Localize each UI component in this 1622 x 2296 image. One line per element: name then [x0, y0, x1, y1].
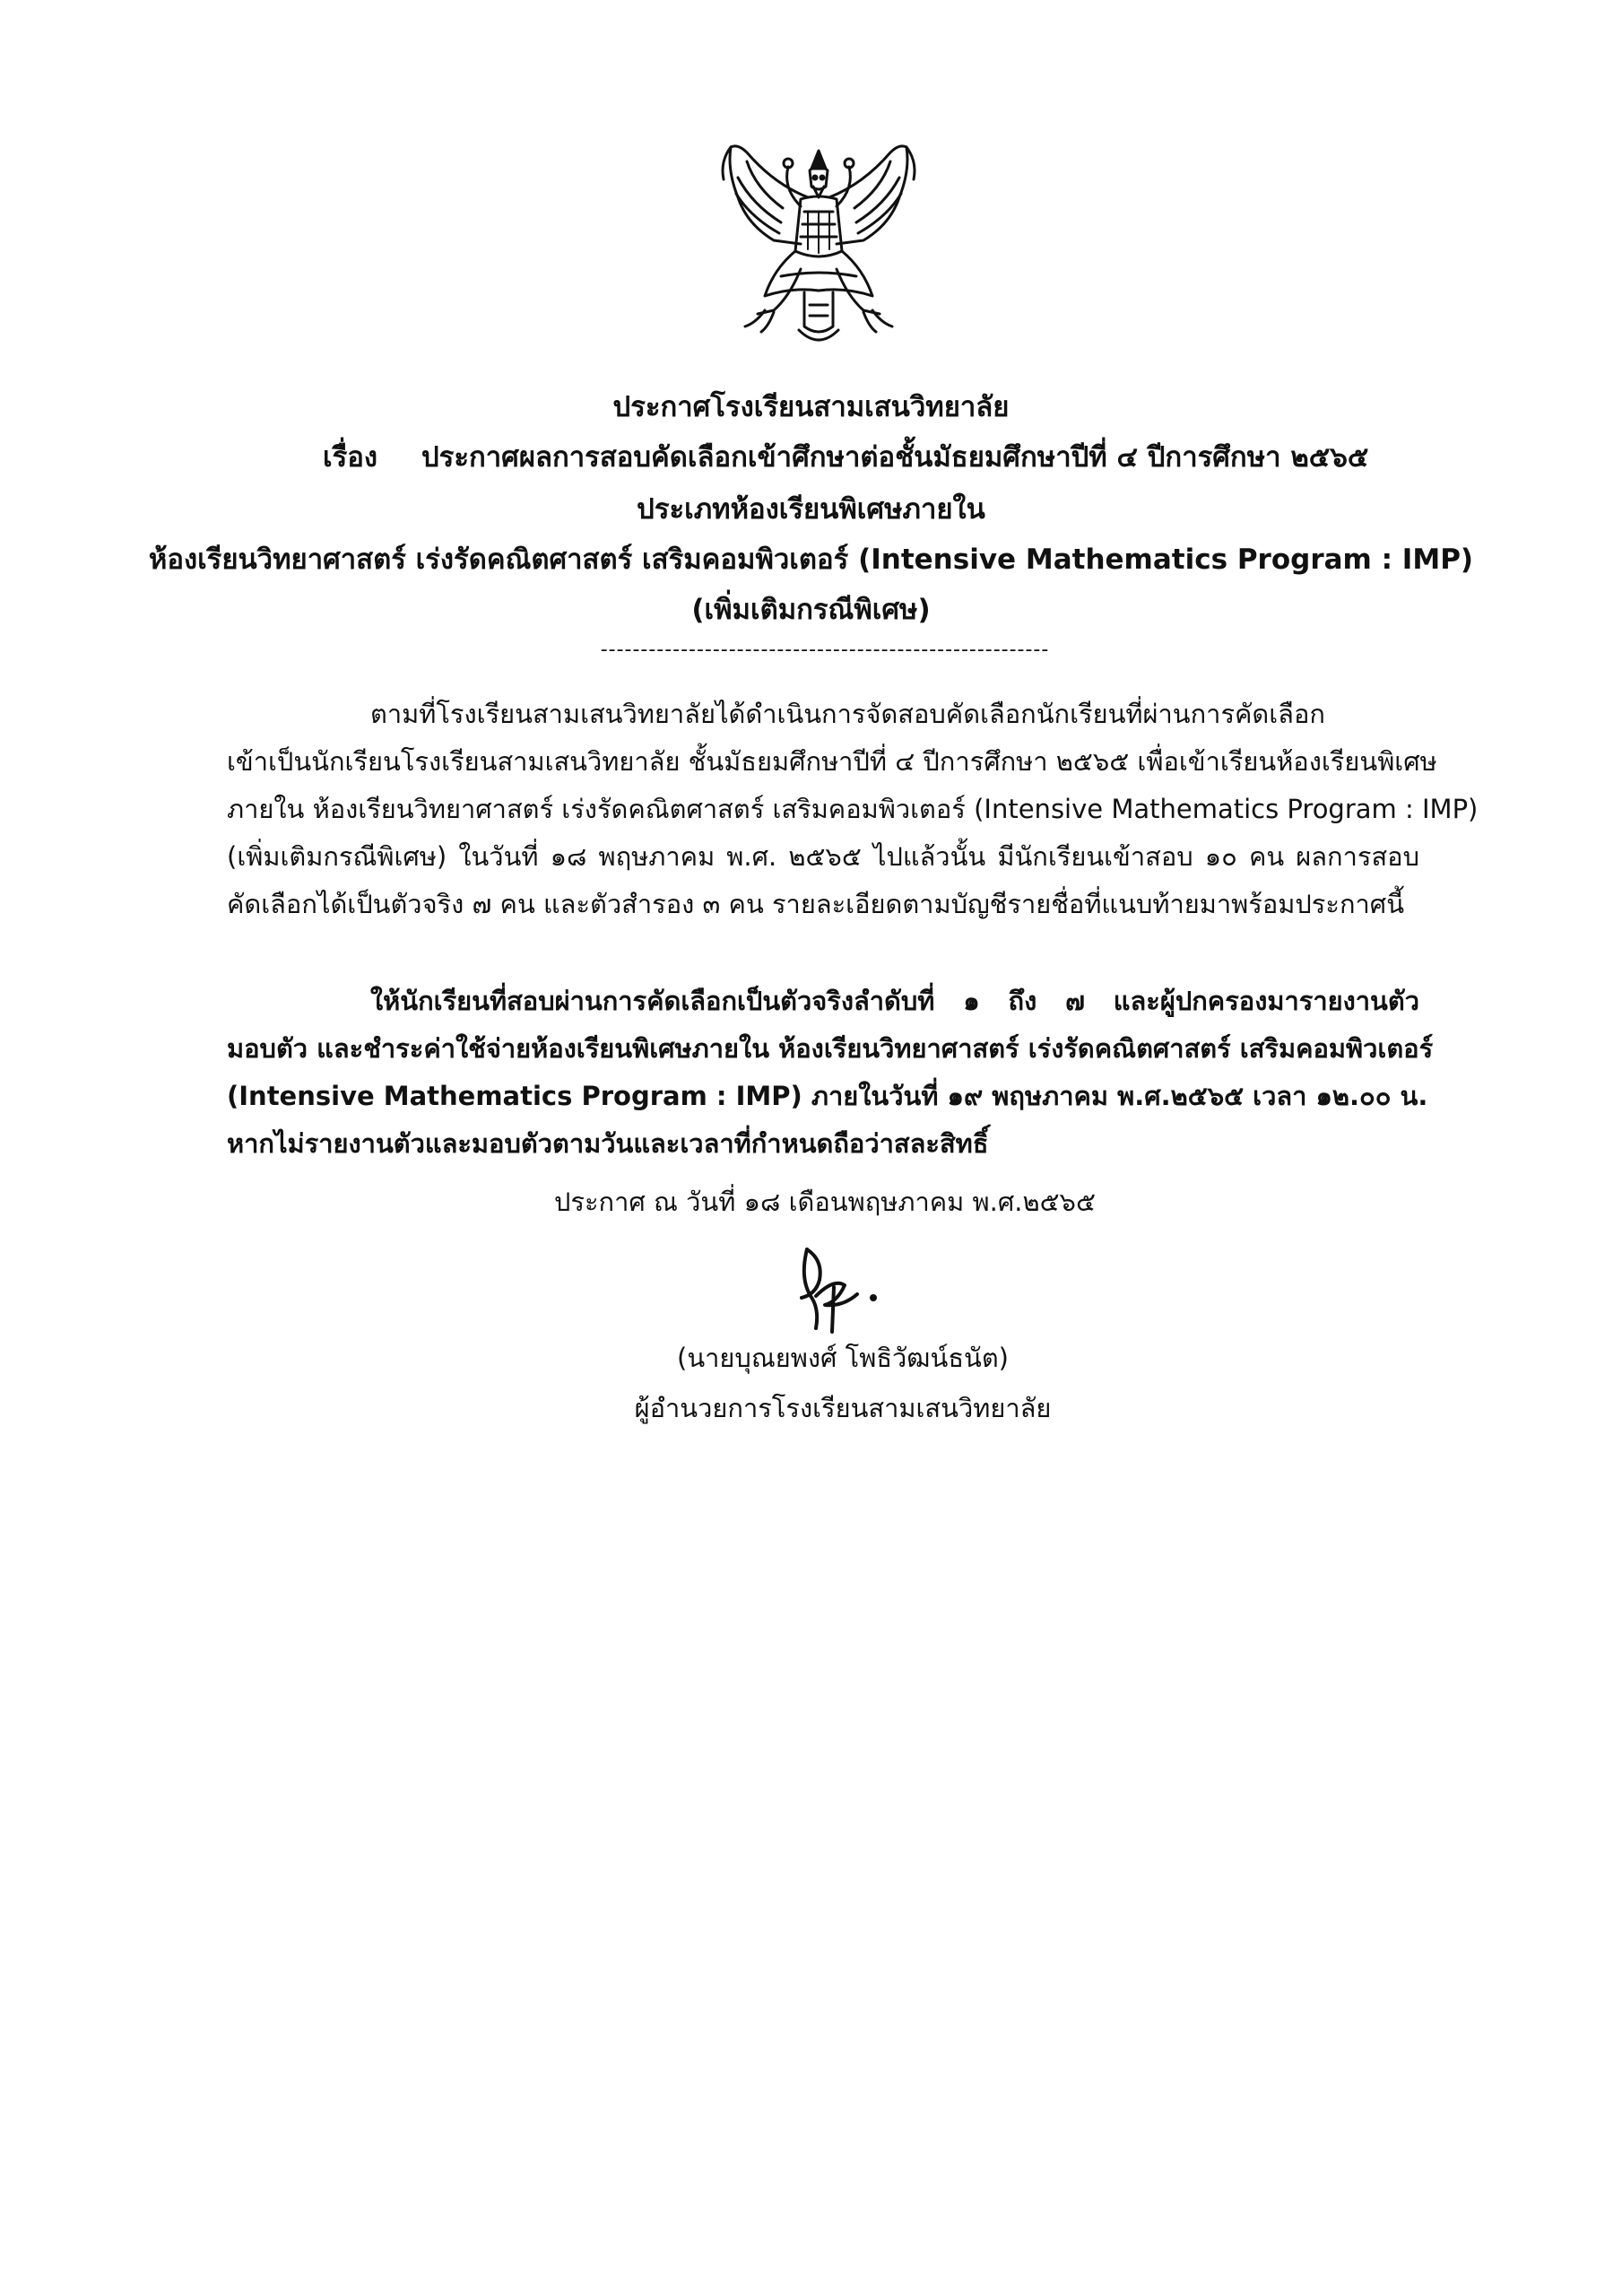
body-paragraph-line: (เพิ่มเติมกรณีพิเศษ) ในวันที่ ๑๘ พฤษภาคม พ.ศ. ๒๕๖๕ ไปแล้วนั้น มีนักเรียนเข้าสอบ ๑๐ คน ผลการสอบ	[227, 841, 1419, 872]
handwritten-signature	[780, 1242, 897, 1341]
body-paragraph-line: มอบตัว และชำระค่าใช้จ่ายห้องเรียนพิเศษภายใน ห้องเรียนวิทยาศาสตร์ เร่งรัดคณิตศาสตร์ เสริมคอมพิวเตอร์	[227, 1033, 1434, 1064]
body-paragraph-line: ตามที่โรงเรียนสามเสนวิทยาลัยได้ดำเนินการจัดสอบคัดเลือกนักเรียนที่ผ่านการคัดเลือก	[370, 699, 1325, 729]
signer-title: ผู้อำนวยการโรงเรียนสามเสนวิทยาลัย	[634, 1393, 1052, 1423]
program-type-heading: ประเภทห้องเรียนพิเศษภายใน	[637, 493, 985, 526]
program-class-heading: ห้องเรียนวิทยาศาสตร์ เร่งรัดคณิตศาสตร์ เสริมคอมพิวเตอร์ (Intensive Mathematics Program : IMP)	[148, 544, 1474, 576]
body-paragraph-line: ให้นักเรียนที่สอบผ่านการคัดเลือกเป็นตัวจริงลำดับที่ ๑ ถึง ๗ และผู้ปกครองมารายงานตัว	[370, 986, 1419, 1016]
announcement-subject	[323, 438, 1399, 477]
garuda-emblem-icon	[711, 135, 926, 354]
subject-label: เรื่อง	[323, 441, 378, 474]
body-paragraph-line: (Intensive Mathematics Program : IMP) ภายในวันที่ ๑๙ พฤษภาคม พ.ศ.๒๕๖๕ เวลา ๑๒.๐๐ น.	[227, 1081, 1428, 1111]
heading-divider: --------------------------------------------------------	[600, 639, 1050, 661]
body-paragraph-1	[227, 691, 1479, 928]
announcement-organization-title: ประกาศโรงเรียนสามเสนวิทยาลัย	[612, 391, 1010, 423]
body-paragraph-line: เข้าเป็นนักเรียนโรงเรียนสามเสนวิทยาลัย ชั้นมัธยมศึกษาปีที่ ๔ ปีการศึกษา ๒๕๖๕ เพื่อเข้าเรียนห้องเรียนพิเศษ	[227, 746, 1437, 777]
announcement-date: ประกาศ ณ วันที่ ๑๘ เดือนพฤษภาคม พ.ศ.๒๕๖๕	[554, 1187, 1096, 1217]
body-paragraph-line: หากไม่รายงานตัวและมอบตัวตามวันและเวลาที่กำหนดถือว่าสละสิทธิ์	[227, 1128, 989, 1159]
special-case-heading: (เพิ่มเติมกรณีพิเศษ)	[691, 594, 931, 626]
subject-text: ประกาศผลการสอบคัดเลือกเข้าศึกษาต่อชั้นมัธยมศึกษาปีที่ ๔ ปีการศึกษา ๒๕๖๕	[421, 441, 1369, 474]
body-paragraph-2	[227, 978, 1434, 1168]
body-paragraph-line: คัดเลือกได้เป็นตัวจริง ๗ คน และตัวสำรอง ๓ คน รายละเอียดตามบัญชีรายชื่อที่แนบท้ายมาพร้อมประกาศนี้	[227, 889, 1405, 919]
body-paragraph-line: ภายใน ห้องเรียนวิทยาศาสตร์ เร่งรัดคณิตศาสตร์ เสริมคอมพิวเตอร์ (Intensive Mathematics Program : IMP)	[227, 794, 1479, 824]
signer-name: (นายบุณยพงศ์ โพธิวัฒน์ธนัต)	[677, 1343, 1009, 1373]
